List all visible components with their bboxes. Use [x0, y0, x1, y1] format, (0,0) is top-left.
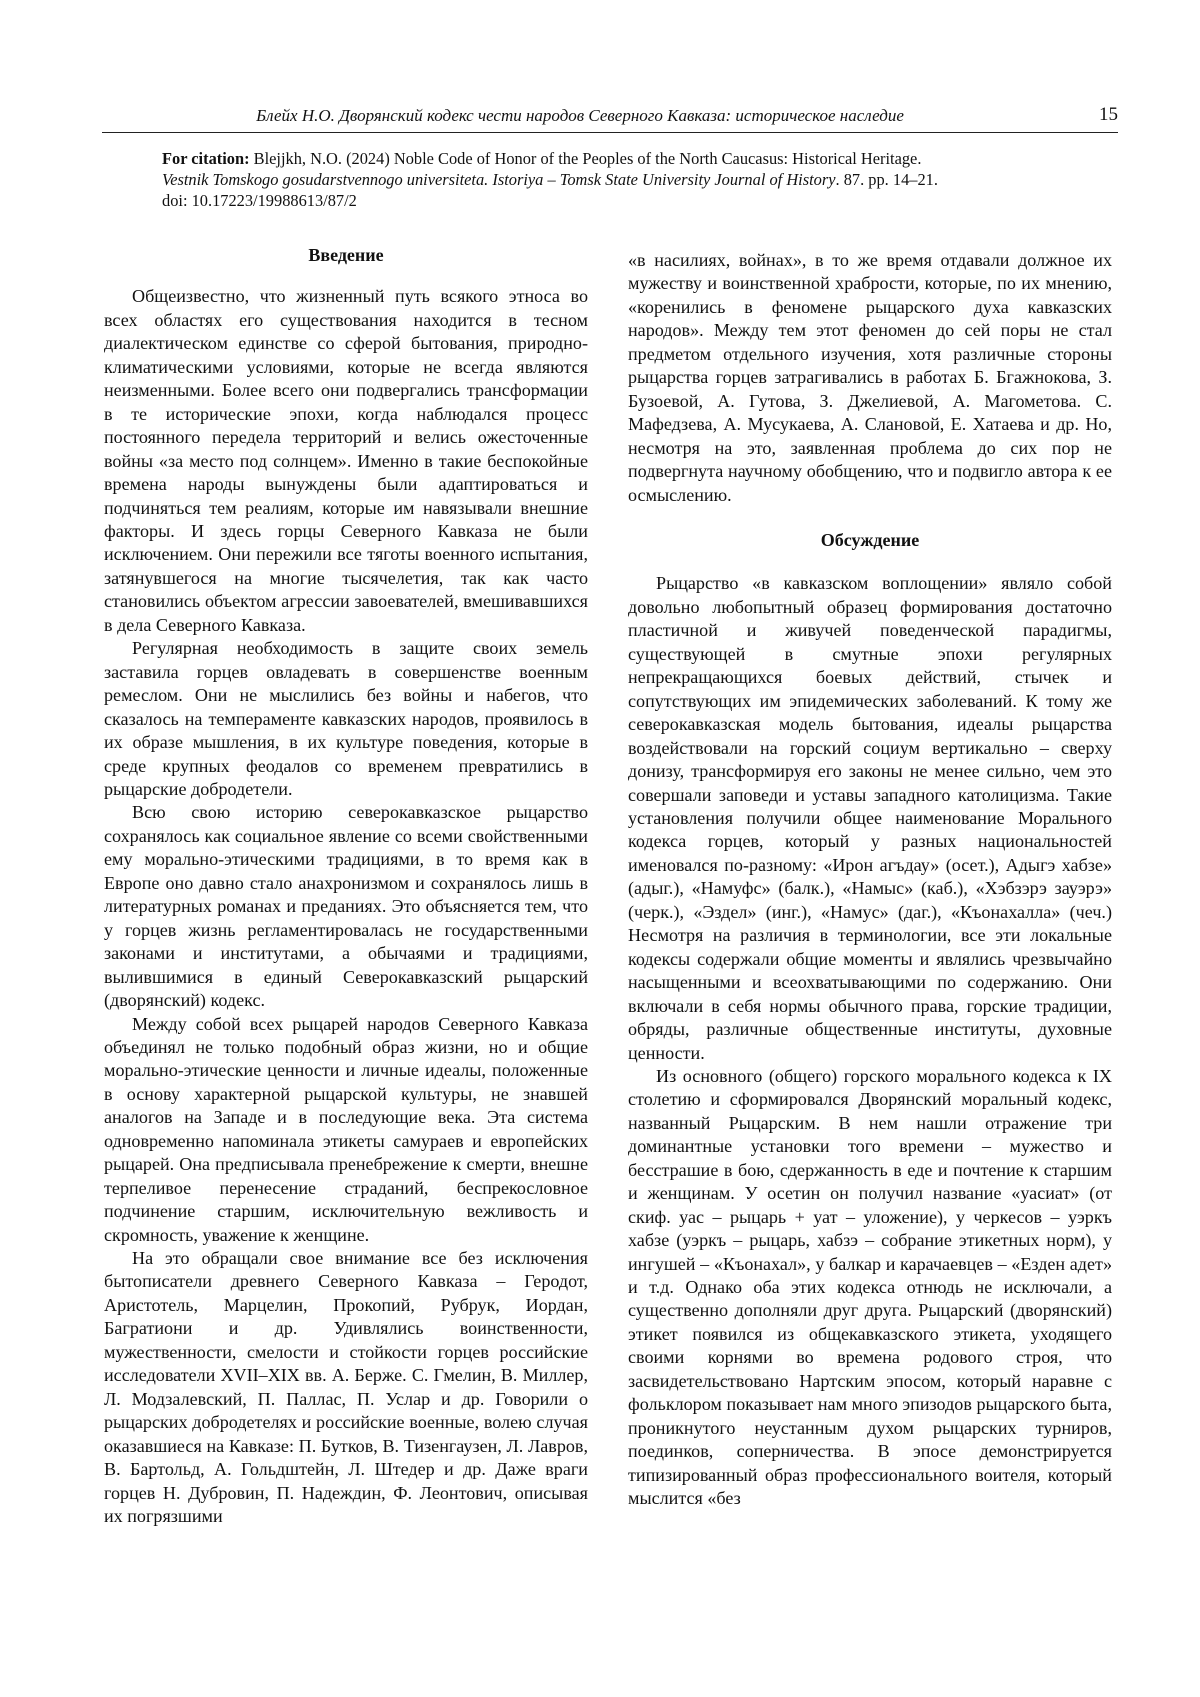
citation-doi: doi: 10.17223/19988613/87/2 — [162, 191, 357, 210]
citation-pages: . 87. pp. 14–21. — [835, 170, 938, 189]
left-column — [104, 244, 588, 1528]
section-heading-discussion: Обсуждение — [820, 529, 920, 550]
citation-text: Blejjkh, N.O. (2024) Noble Code of Honor of the Peoples of the North Caucasus: Historical Heritage. — [249, 149, 922, 168]
section-heading-introduction: Введение — [308, 245, 384, 265]
running-header — [102, 104, 1118, 133]
citation-block — [162, 148, 1082, 211]
right-column — [628, 249, 1112, 1511]
paragraph: Между собой всех рыцарей народов Северного Кавказа объединял не только подобный образ жизни, но и общие морально-этические ценности и личные идеалы, положенные в основу характерной рыцарской культуры, не знавшей аналогов на Западе и в последующие века. Эта система одновременно напоминала этикеты самураев и европейских рыцарей. Она предписывала пренебрежение к смерти, внешне терпеливое перенесение страданий, беспрекословное подчинение старшим, исключительную вежливость и скромность, уважение к женщине. — [104, 1013, 588, 1245]
paragraph: Из основного (общего) горского морального кодекса к IX столетию и сформировался Дворянский моральный кодекс, названный Рыцарским. В нем нашли отражение три доминантные установки того времени – мужество и бесстрашие в бою, сдержанность в еде и почтение к старшим и женщинам. У осетин он получил название «уасиат» (от скиф. уас – рыцарь + уат – уложение), у черкесов – уэркъ хабзе (уэркъ – рыцарь, хабзэ – собрание этикетных норм), у ингушей – «Къонахал», у балкар и карачаевцев – «Езден адет» и т.д. Однако оба этих кодекса отнюдь не исключали, а существенно дополняли друг друга. Рыцарский (дворянский) этикет появился из общекавказского этикета, уходящего своими корнями во времена родового строя, что засвидетельствовано Нартским эпосом, который наравне с фольклором показывает нам много эпизодов рыцарского быта, проникнутого неустанным духом рыцарских турниров, поединков, соперничества. В эпосе демонстрируется типизированный образ профессионального воителя, который мыслится «без — [628, 1065, 1112, 1509]
paragraph: Регулярная необходимость в защите своих земель заставила горцев овладевать в совершенстве военным ремеслом. Они не мыслились без войны и набегов, что сказалось на темпераменте кавказских народов, проявилось в их образе мышления, в их культуре поведения, которые в среде крупных феодалов со временем превратились в рыцарские добродетели. — [104, 638, 588, 799]
paragraph: Рыцарство «в кавказском воплощении» являло собой довольно любопытный образец формирования достаточно пластичной и живучей поведенческой парадигмы, существующей в смутные эпохи регулярных непрекращающихся боевых действий, стычек и сопутствующих им эпидемических заболеваний. К тому же северокавказская модель бытования, идеалы рыцарства воздействовали на горский социум вертикально – сверху донизу, трансформируя его законы не менее сильно, чем это совершали заповеди и уставы западного католицизма. Такие установления получили общее наименование Морального кодекса горцев, который у разных национальностей именовался по-разному: «Ирон агъдау» (осет.), Адыгэ хабзе» (адыг.), «Намуфс» (балк.), «Намыс» (каб.), «Хэбзэрэ зауэрэ» (черк.), «Эздел» (инг.), «Намус» (даг.), «Къонахалла» (чеч.) Несмотря на различия в терминологии, все эти локальные кодексы содержали общие моменты и являлись чрезвычайно насыщенными и всеохватывающими по содержанию. Они включали в себя нормы обычного права, горские традиции, обряды, различные общественные институты, духовные ценности. — [628, 573, 1112, 1063]
paragraph: На это обращали свое внимание все без исключения бытописатели древнего Северного Кавказа – Геродот, Аристотель, Марцелин, Прокопий, Рубрук, Иордан, Багратиони и др. Удивлялись воинственности, мужественности, смелости и стойкости горцев российские исследователи XVII–XIX вв. А. Берже. С. Гмелин, В. Миллер, Л. Модзалевский, П. Паллас, П. Услар и др. Говорили о рыцарских добродетелях и российские военные, волею случая оказавшиеся на Кавказе: П. Бутков, В. Тизенгаузен, Л. Лавров, В. Бартольд, А. Гольдштейн, Л. Штедер и др. Даже враги горцев Н. Дубровин, П. Надеждин, Ф. Леонтович, описывая их погрязшими — [104, 1248, 588, 1527]
citation-journal: Vestnik Tomskogo gosudarstvennogo universiteta. Istoriya – Tomsk State University Journal of History — [162, 170, 836, 189]
paragraph: Общеизвестно, что жизненный путь всякого этноса во всех областях его существования находится в тесном диалектическом единстве со сферой бытования, природно-климатическими условиями, которые не всегда являются неизменными. Более всего они подвергались трансформации в те исторические эпохи, когда наблюдался процесс постоянного передела территорий и велись ожесточенные войны «за место под солнцем». Именно в такие беспокойные времена народы вынуждены были адаптироваться и подчиняться тем реалиям, которые им навязывали внешние факторы. И здесь горцы Северного Кавказа не были исключением. Они пережили все тяготы военного испытания, затянувшегося на многие тысячелетия, так как часто становились объектом агрессии завоевателей, вмешивавшихся в дела Северного Кавказа. — [104, 286, 588, 635]
running-title: Блейх Н.О. Дворянский кодекс чести народов Северного Кавказа: историческое наследие — [256, 106, 904, 125]
page-number: 15 — [1099, 104, 1118, 125]
paragraph-continuation: «в насилиях, войнах», в то же время отдавали должное их мужеству и воинственной храбрости, которые, по их мнению, «коренились в феномене рыцарского духа кавказских народов». Между тем этот феномен до сей поры не стал предметом отдельного изучения, хотя различные стороны рыцарства горцев затрагивались в работах Б. Бгажнокова, З. Бузоевой, А. Гутова, З. Джелиевой, А. Магометова. С. Мафедзева, А. Мусукаева, А. Слановой, Е. Хатаева и др. Но, несмотря на это, заявленная проблема до сих пор не подвергнута научному обобщению, что и подвигло автора к ее осмыслению. — [628, 250, 1112, 505]
paragraph: Всю свою историю северокавказское рыцарство сохранялось как социальное явление со всеми свойственными ему морально-этическими традициями, в то время как в Европе оно давно стало анахронизмом и сохранялось лишь в литературных романах и преданиях. Это объясняется тем, что у горцев жизнь регламентировалась не государственными законами и институтами, а обычаями и традициями, вылившимися в единый Северокавказский рыцарский (дворянский) кодекс. — [104, 802, 588, 1011]
citation-label: For citation: — [162, 149, 250, 168]
